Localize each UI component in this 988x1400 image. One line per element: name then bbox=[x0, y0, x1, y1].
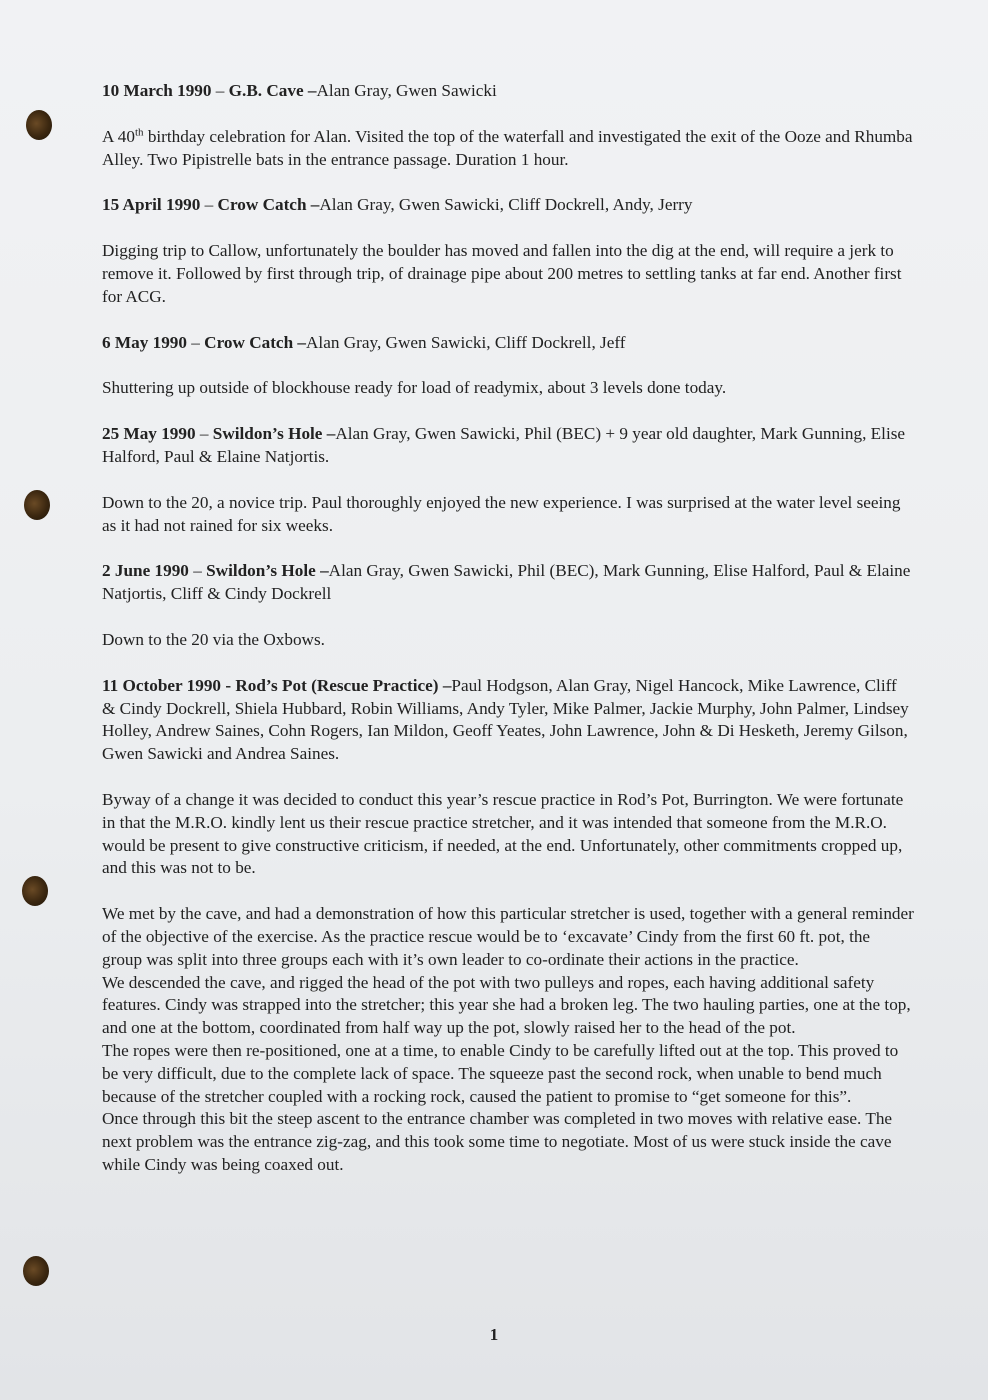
entry-dash: – bbox=[306, 195, 320, 215]
entry-paragraph: We descended the cave, and rigged the head of the pot with two pulleys and ropes, each having additional safety features. Cindy was strapped into the stretcher; this year she had a broken leg. The two hauling parties, one at the top, and one at the bottom, coordinated from half way up the pot, slowly raised her to the head of the pot. bbox=[102, 972, 911, 1038]
punch-hole bbox=[26, 110, 52, 140]
entry-paragraph: The ropes were then re-positioned, one at a time, to enable Cindy to be carefully lifted out at the top. This proved to be very difficult, due to the complete lack of space. The squeeze past the second rock, when unable to bend much because of the stretcher coupled with a rocking rock, caused the patient to promise to “get someone for this”. bbox=[102, 1040, 899, 1106]
entry-people: Alan Gray, Gwen Sawicki bbox=[316, 81, 497, 100]
entry-people: Alan Gray, Gwen Sawicki, Cliff Dockrell, Jeff bbox=[306, 332, 626, 352]
entry-date: 6 May 1990 bbox=[102, 332, 187, 352]
entry-date: 10 March 1990 bbox=[102, 81, 212, 100]
entry-separator: – bbox=[188, 561, 207, 581]
entry-dash: – bbox=[438, 675, 452, 695]
entry-people: Alan Gray, Gwen Sawicki, Phil (BEC) + 9 year old daughter, Mark Gunning, Elise Halford, Paul & Elaine Natjortis. bbox=[102, 424, 906, 466]
entry-cave: Swildon’s Hole bbox=[212, 424, 323, 444]
entry-dash: – bbox=[322, 424, 336, 444]
entry-people: Alan Gray, Gwen Sawicki, Cliff Dockrell, Andy, Jerry bbox=[319, 195, 693, 215]
entry-separator: - bbox=[221, 675, 236, 695]
entry-heading bbox=[102, 194, 914, 217]
log-content bbox=[102, 80, 914, 1177]
entry-dash: – bbox=[315, 561, 329, 581]
entry-separator: – bbox=[186, 332, 205, 352]
entry-cave: Crow Catch bbox=[204, 332, 294, 352]
entry-cave: Crow Catch bbox=[217, 195, 307, 215]
entry-text: Down to the 20 via the Oxbows. bbox=[102, 629, 325, 649]
entry-heading bbox=[102, 560, 914, 606]
ordinal-suffix: th bbox=[134, 126, 144, 139]
entry-separator: – bbox=[195, 424, 213, 444]
entry-people: Alan Gray, Gwen Sawicki, Phil (BEC), Mark Gunning, Elise Halford, Paul & Elaine Natjortis, Cliff & Cindy Dockrell bbox=[102, 561, 911, 604]
entry-separator: – bbox=[211, 81, 229, 100]
entry-text: Down to the 20, a novice trip. Paul thoroughly enjoyed the new experience. I was surprised at the water level seeing as it had not rained for six weeks. bbox=[102, 492, 901, 535]
entry-heading bbox=[102, 423, 914, 469]
entry-dash: – bbox=[293, 332, 307, 352]
entry-separator: – bbox=[200, 195, 218, 215]
entry-text-start: A 40 bbox=[102, 126, 135, 146]
entry-cave: G.B. Cave bbox=[228, 81, 304, 100]
punch-hole bbox=[24, 490, 50, 520]
entry-heading bbox=[102, 332, 914, 355]
entry-dash: – bbox=[303, 81, 317, 100]
entry-heading bbox=[102, 80, 914, 103]
entry-text-rest: birthday celebration for Alan. Visited the top of the waterfall and investigated the exit of the Ooze and Rhumba Alley. Two Pipistrelle bats in the entrance passage. Duration 1 hour. bbox=[102, 126, 913, 169]
entry-date: 2 June 1990 bbox=[102, 561, 189, 581]
entry-date: 25 May 1990 bbox=[102, 424, 196, 444]
entry-paragraph: Byway of a change it was decided to conduct this year’s rescue practice in Rod’s Pot, Burrington. We were fortunate in that the M.R.O. kindly lent us their rescue practice stretcher, and it was intended that someone from the M.R.O. would be present to give constructive criticism, if needed, at the end. Unfortunately, other commitments cropped up, and this was not to be. bbox=[102, 789, 904, 878]
entry-paragraph: We met by the cave, and had a demonstration of how this particular stretcher is used, together with a general reminder of the objective of the exercise. As the practice rescue would be to ‘excavate’ Cindy from the first 60 ft. pot, the group was split into three groups each with it’s own leader to co-ordinate their actions in the practice. bbox=[102, 904, 914, 969]
entry-text: Digging trip to Callow, unfortunately the boulder has moved and fallen into the dig at the end, will require a jerk to remove it. Followed by first through trip, of drainage pipe about 200 metres to settling tanks at far end. Another first for ACG. bbox=[102, 241, 902, 306]
entry-text bbox=[102, 126, 914, 172]
entry-people: Paul Hodgson, Alan Gray, Nigel Hancock, Mike Lawrence, Cliff & Cindy Dockrell, Shiela Hubbard, Robin Williams, Andy Tyler, Mike Palmer, Jackie Murphy, John Palmer, Lindsey Holley, Andrew Saines, Cohn Rogers, Ian Mildon, Geoff Yeates, John Lawrence, John & Di Hesketh, Jeremy Gilson, Gwen Sawicki and Andrea Saines. bbox=[102, 675, 909, 764]
entry-date: 11 October 1990 bbox=[102, 675, 222, 695]
entry-cave: Swildon’s Hole bbox=[206, 561, 316, 581]
page-number: 1 bbox=[489, 1325, 499, 1344]
punch-hole bbox=[22, 876, 48, 906]
entry-cave: Rod’s Pot (Rescue Practice) bbox=[235, 675, 439, 695]
entry-heading bbox=[102, 675, 914, 766]
entry-text: Shuttering up outside of blockhouse ready for load of readymix, about 3 levels done today. bbox=[102, 378, 727, 398]
entry-date: 15 April 1990 bbox=[102, 195, 201, 215]
punch-hole bbox=[23, 1256, 49, 1286]
entry-paragraph: Once through this bit the steep ascent to the entrance chamber was completed in two moves with relative ease. The next problem was the entrance zig-zag, and this took some time to negotiate. Most of us were stuck inside the cave while Cindy was being coaxed out. bbox=[102, 1109, 893, 1174]
